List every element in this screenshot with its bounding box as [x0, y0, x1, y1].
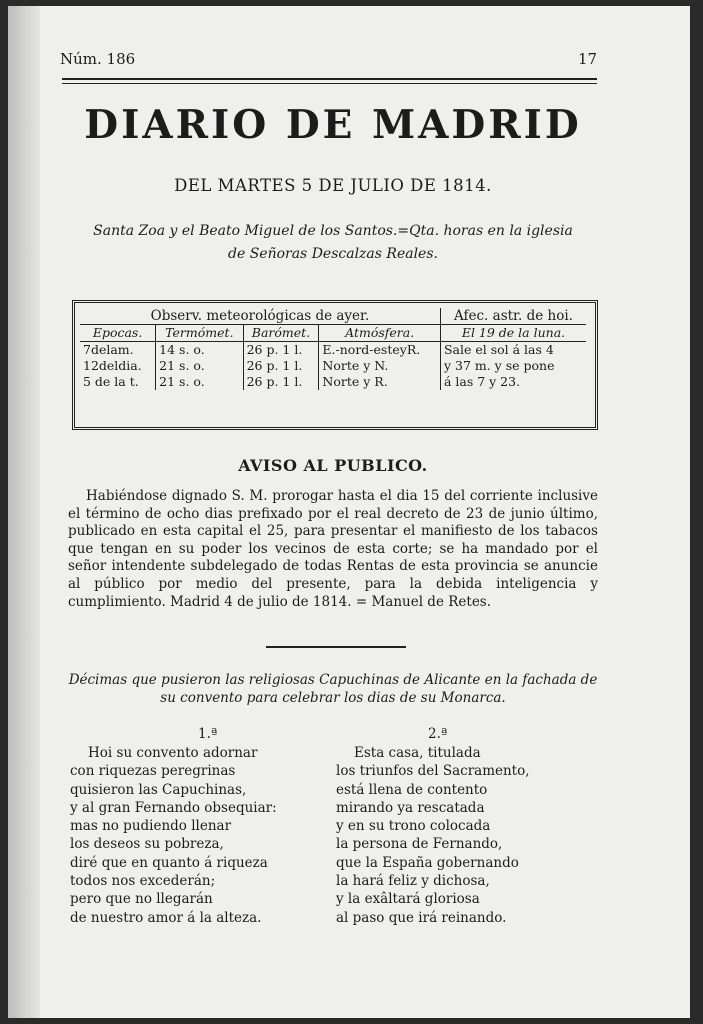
verse-line: de nuestro amor á la alteza. — [70, 909, 262, 926]
page-number: 17 — [578, 50, 598, 68]
verse-line: que la España gobernando — [336, 854, 519, 871]
newspaper-page — [8, 6, 690, 1018]
cell-atm: Norte y R. — [319, 374, 441, 390]
verse-line: Esta casa, titulada — [354, 745, 481, 761]
col-atmosfera: Atmósfera. — [319, 325, 441, 342]
verse-line: Hoi su convento adornar — [88, 745, 258, 761]
verse-2-number: 2.ª — [428, 726, 448, 742]
observations-column-headers — [80, 325, 586, 342]
cell-epoca: 12deldia. — [80, 358, 156, 374]
verse-line: mas no pudiendo llenar — [70, 818, 232, 835]
table-row — [80, 342, 586, 359]
verse-line: quisieron las Capuchinas, — [70, 781, 247, 798]
saints-line-1: Santa Zoa y el Beato Miguel de los Santos.=Qta. horas en la iglesia — [93, 223, 573, 239]
cell-luna: y 37 m. y se pone — [443, 358, 555, 373]
verse-line: los triunfos del Sacramento, — [336, 763, 530, 780]
cell-baro: 26 p. 1 l. — [243, 342, 319, 359]
observations-title: Observ. meteorológicas de ayer. — [80, 308, 440, 325]
verse-1 — [70, 744, 277, 927]
cell-baro: 26 p. 1 l. — [243, 358, 319, 374]
table-row — [80, 374, 586, 390]
cell-atm: E.-nord-esteyR. — [319, 342, 441, 359]
weather-observations-table — [80, 308, 586, 390]
cell-term: 14 s. o. — [156, 342, 243, 359]
issue-number: Núm. 186 — [60, 50, 136, 68]
cell-luna: Sale el sol á las 4 — [443, 342, 554, 357]
col-epocas: Epocas. — [80, 325, 156, 342]
verse-line: los deseos su pobreza, — [70, 836, 224, 853]
col-termometro: Termómet. — [156, 325, 243, 342]
aviso-paragraph: Habiéndose dignado S. M. prorogar hasta el dia 15 del corriente inclusive el término de ocho dias prefixado por el real decreto de 23 de junio último, publicado en esta capital el 25, para presentar el manifiesto de los tabacos que tengan en su poder los vecinos de esta corte; se ha mandado por el señor intendente subdelegado de todas Rentas de esta provincia se anuncie al público por medio del presente, para la debida inteligencia y cumplimiento. Madrid 4 de julio de 1814. = Manuel de Retes. — [68, 488, 598, 610]
verse-2 — [336, 744, 530, 927]
verse-line: la hará feliz y dichosa, — [336, 873, 490, 890]
verse-line: y al gran Fernando obsequiar: — [70, 799, 277, 816]
verse-line: con riquezas peregrinas — [70, 763, 236, 780]
cell-atm: Norte y N. — [319, 358, 441, 374]
verse-1-number: 1.ª — [198, 726, 218, 742]
cell-luna: á las 7 y 23. — [443, 374, 521, 389]
cell-baro: 26 p. 1 l. — [243, 374, 319, 390]
table-row — [80, 358, 586, 374]
verse-line: todos nos excederán; — [70, 873, 216, 890]
masthead-title: DIARIO DE MADRID — [84, 102, 582, 148]
header-rule-bottom — [62, 83, 597, 84]
astro-title: Afec. astr. de hoi. — [440, 308, 586, 325]
cell-epoca: 5 de la t. — [80, 374, 156, 390]
verse-line: pero que no llegarán — [70, 891, 213, 908]
verse-line: mirando ya rescatada — [336, 799, 485, 816]
verse-line: y la exâltará gloriosa — [336, 891, 480, 908]
saints-of-day — [78, 220, 588, 266]
saints-line-2: de Señoras Descalzas Reales. — [228, 246, 438, 262]
col-luna: El 19 de la luna. — [440, 325, 586, 342]
verse-line: y en su trono colocada — [336, 818, 491, 835]
verse-line: la persona de Fernando, — [336, 836, 503, 853]
cell-epoca: 7delam. — [80, 342, 156, 359]
section-divider — [266, 646, 406, 648]
observations-header-row — [80, 308, 586, 325]
header-rule-top — [62, 78, 597, 80]
verse-line: al paso que irá reinando. — [336, 909, 507, 926]
issue-date: DEL MARTES 5 DE JULIO DE 1814. — [174, 176, 492, 195]
decimas-intro: Décimas que pusieron las religiosas Capuchinas de Alicante en la fachada de su convento para celebrar los dias de su Monarca. — [68, 672, 598, 706]
verse-line: está llena de contento — [336, 781, 488, 798]
cell-term: 21 s. o. — [156, 374, 243, 390]
cell-term: 21 s. o. — [156, 358, 243, 374]
verse-line: diré que en quanto á riqueza — [70, 854, 268, 871]
aviso-heading: AVISO AL PUBLICO. — [238, 456, 428, 475]
col-barometro: Barómet. — [243, 325, 319, 342]
